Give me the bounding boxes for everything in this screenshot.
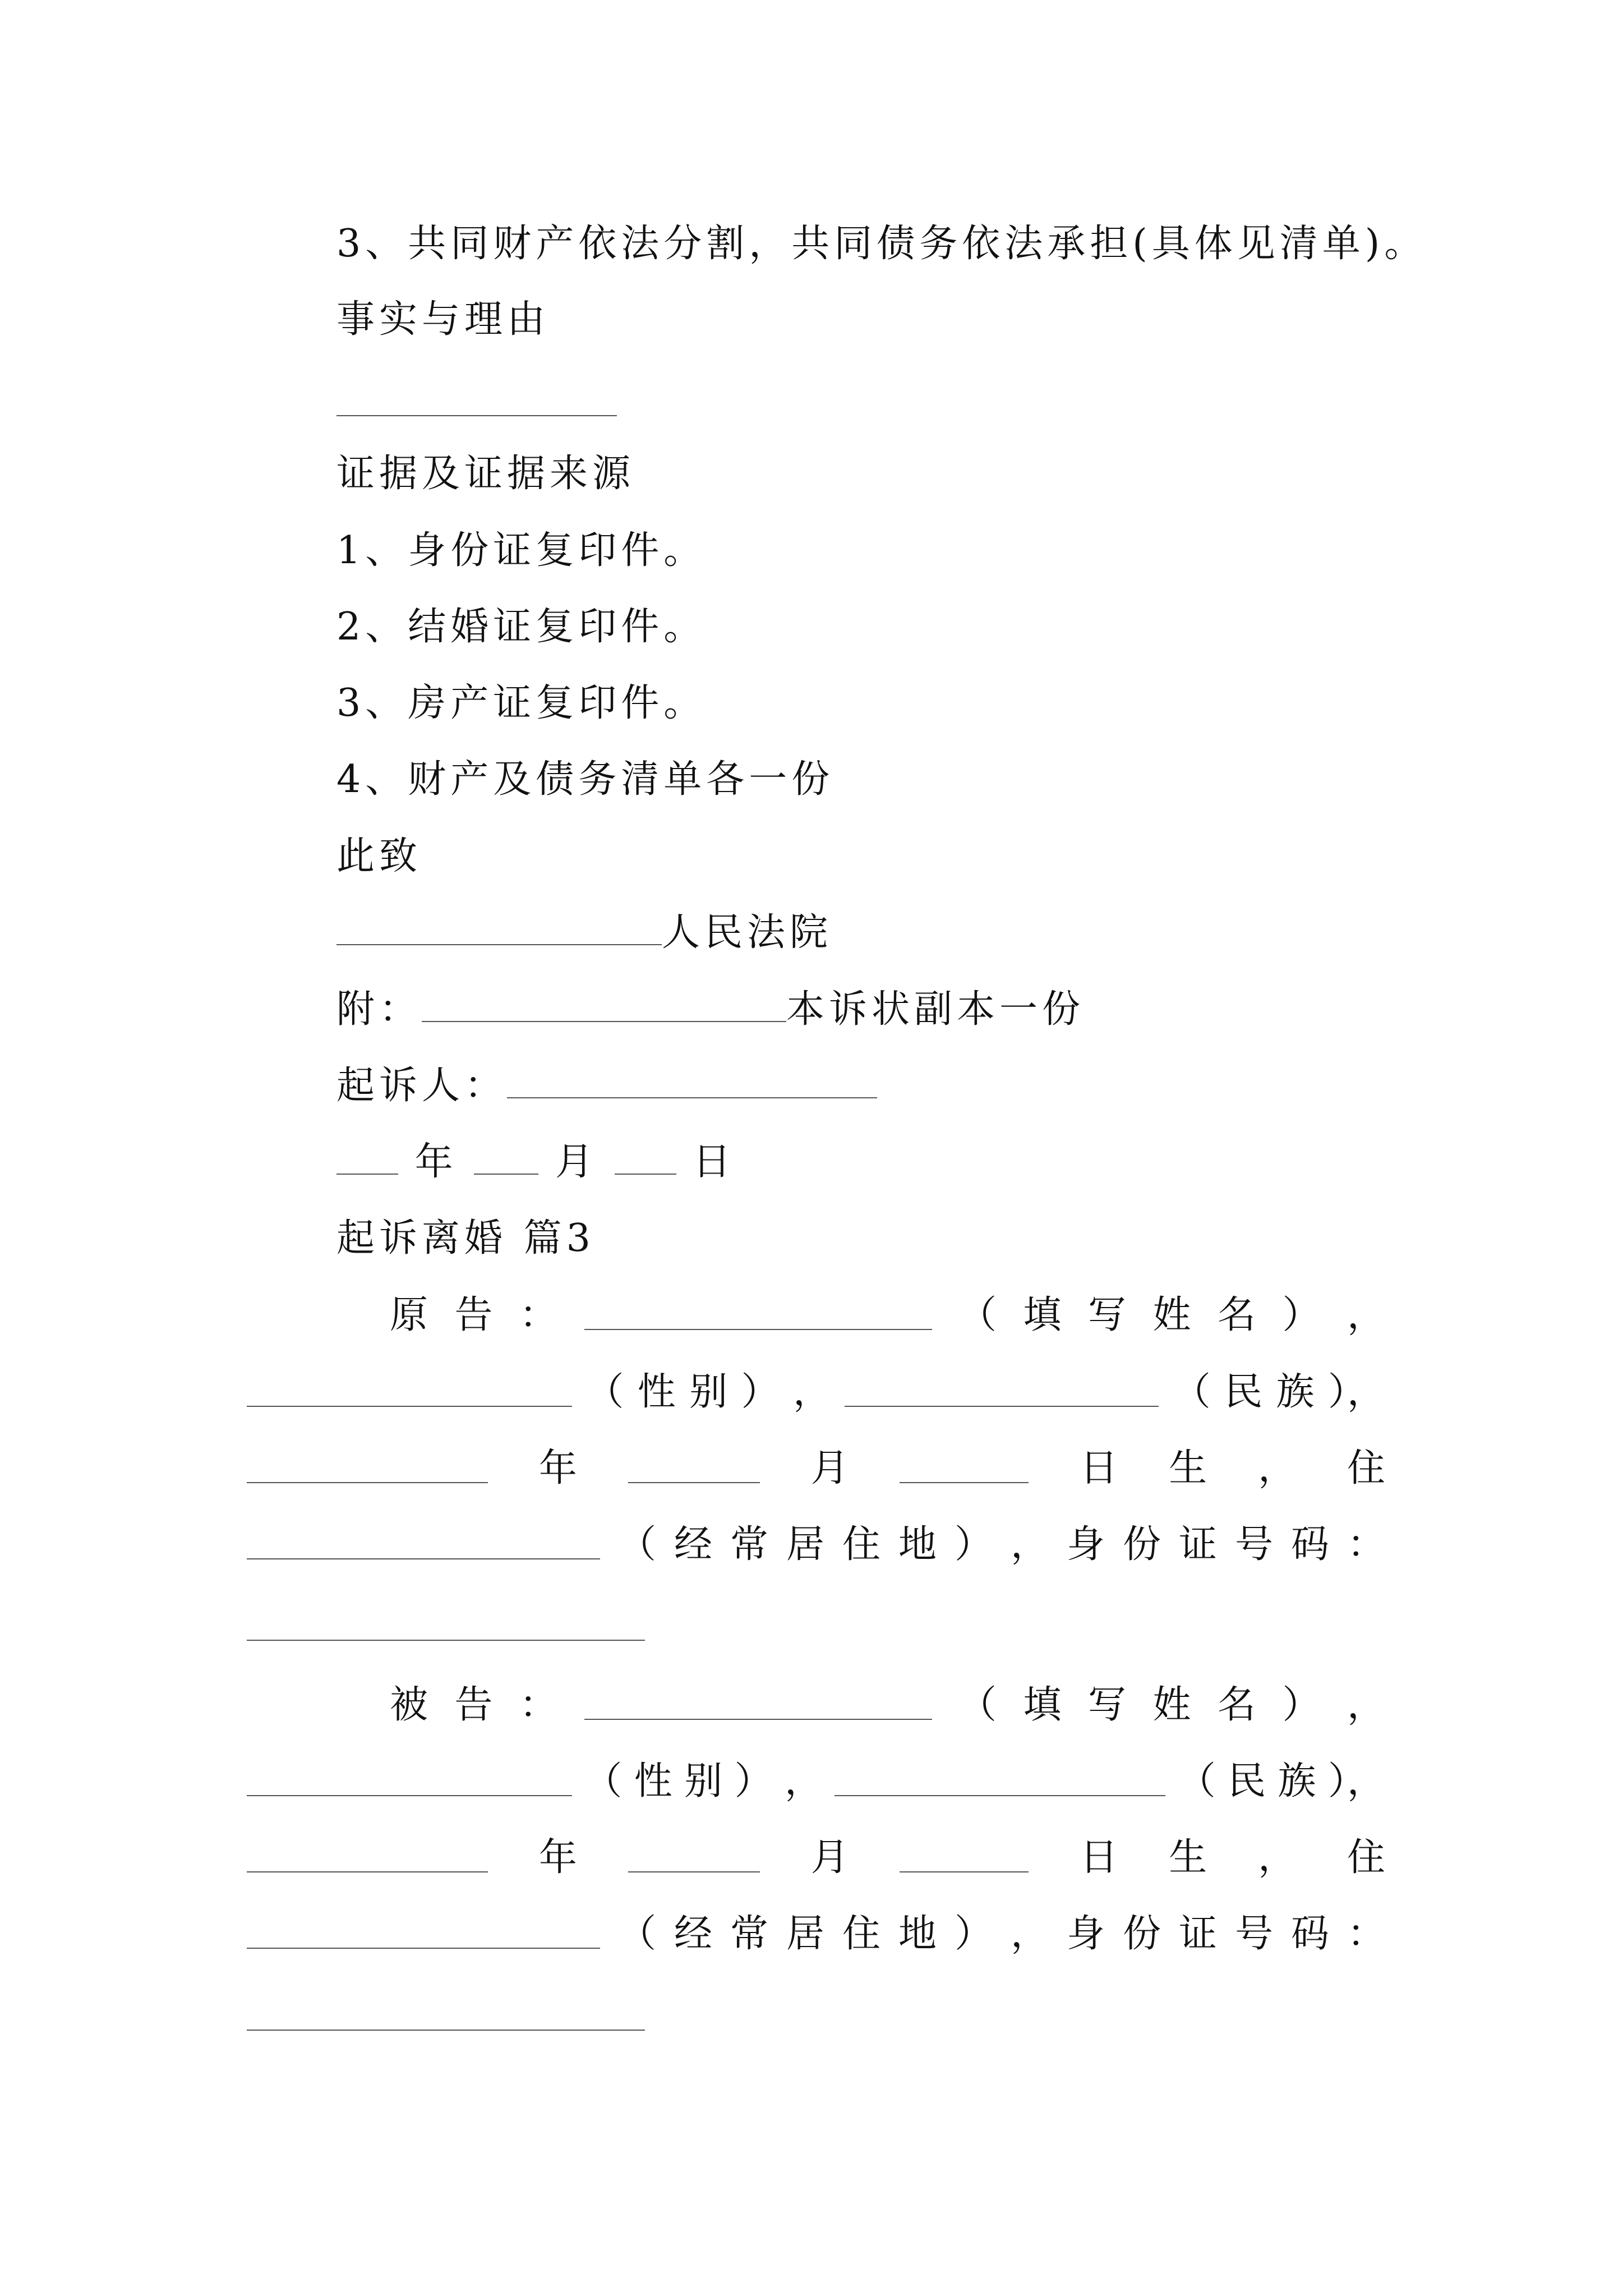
plaintiff-gender-blank [247,1406,572,1407]
residence-blank [247,1558,600,1559]
birth-char: 年 [538,1835,577,1880]
evidence-heading: 证据及证据来源 [336,452,635,496]
name-hint-char: ， [1347,1293,1385,1337]
name-hint-char: 姓 [1152,1293,1191,1337]
day-blank [615,1168,676,1175]
defendant-residence-row [247,1912,1385,1957]
name-hint-char: 姓 [1152,1683,1191,1727]
gender-char: （ [585,1370,624,1414]
ethnic-char: 民 [1228,1759,1266,1803]
birth-char: 住 [1347,1446,1385,1490]
birth-char: 月 [810,1446,849,1490]
ethnic-char: 民 [1224,1370,1263,1414]
plaintiff-birth-row [247,1446,1385,1491]
plaintiff-residence-row [247,1522,1385,1567]
evidence-item: 2、结婚证复印件。 [336,605,707,649]
court-line [336,910,832,955]
evidence-item: 4、财产及债务清单各一份 [336,757,834,802]
plaintiff-ethnic-blank [845,1406,1159,1407]
ethnic-char: ）， [1327,1759,1385,1803]
defendant-ethnic-blank [834,1795,1165,1796]
date-line [336,1140,735,1185]
name-hint-char: 名 [1217,1683,1256,1727]
birth-char: 生 [1169,1446,1207,1490]
birth-year-blank [247,1482,488,1483]
plaintiff-signature-line [336,1064,877,1108]
residence-char: 身 [1066,1912,1105,1956]
name-hint-char: （ [958,1293,997,1337]
facts-heading: 事实与理由 [336,297,550,342]
residence-char: 常 [730,1522,768,1567]
facts-blank-line [336,415,617,416]
plaintiff-signature-blank [507,1092,877,1098]
gender-char: 别 [689,1370,728,1414]
birth-month-blank [628,1482,760,1483]
claim-item-3: 3、共同财产依法分割，共同债务依法承担(具体见清单)。 [336,222,1427,266]
residence-char: 住 [842,1522,880,1567]
evidence-item: 1、身份证复印件。 [336,528,707,573]
name-hint-char: 填 [1023,1683,1062,1727]
birth-char: 住 [1347,1835,1385,1880]
birth-char: 年 [538,1446,577,1490]
residence-char: ： [1347,1912,1385,1956]
defendant-gender-row [247,1759,1385,1804]
gender-char: ， [792,1370,831,1414]
residence-char: ） [954,1522,993,1567]
residence-blank [247,1948,600,1949]
evidence-item: 3、房产证复印件。 [336,681,707,725]
plaintiff-signature-label: 起诉人： [336,1064,508,1108]
ethnic-char: 族 [1278,1759,1316,1803]
defendant-name-row [390,1683,1385,1728]
month-blank [474,1168,538,1175]
plaintiff-label-char: 原 [390,1293,428,1337]
residence-char: 份 [1122,1522,1161,1567]
residence-char: （ [617,1912,656,1956]
gender-char: ） [741,1370,780,1414]
residence-char: 常 [730,1912,768,1956]
residence-char: 码 [1290,1522,1329,1567]
month-label: 月 [555,1140,598,1184]
birth-char: 月 [810,1835,849,1880]
plaintiff-label-char: 告 [454,1293,493,1337]
residence-char: 号 [1234,1912,1273,1956]
name-hint-char: （ [958,1683,997,1727]
birth-day-blank [900,1871,1029,1872]
gender-char: 性 [634,1759,672,1803]
residence-char: ， [1010,1912,1049,1956]
residence-char: 号 [1234,1522,1273,1567]
section-title: 起诉离婚 篇3 [336,1216,595,1260]
defendant-birth-row [247,1835,1385,1880]
name-hint-char: 名 [1217,1293,1256,1337]
attachment-blank [422,1015,786,1022]
residence-char: 证 [1178,1522,1217,1567]
residence-char: 份 [1122,1912,1161,1956]
defendant-gender-blank [247,1795,572,1796]
defendant-label-char: ： [519,1683,558,1727]
ethnic-char: （ [1172,1370,1211,1414]
birth-month-blank [628,1871,760,1872]
ethnic-char: （ [1177,1759,1216,1803]
gender-char: ） [734,1759,773,1803]
name-hint-char: 写 [1087,1683,1126,1727]
ethnic-char: 族 [1276,1370,1315,1414]
residence-char: 经 [674,1912,712,1956]
residence-char: 码 [1290,1912,1329,1956]
residence-char: 居 [786,1522,824,1567]
plaintiff-name-row [390,1293,1385,1338]
residence-char: 地 [898,1522,937,1567]
residence-char: ， [1010,1522,1049,1567]
plaintiff-gender-row [247,1370,1385,1415]
residence-char: 经 [674,1522,712,1567]
birth-char: 生 [1169,1835,1207,1880]
plaintiff-label-char: ： [519,1293,558,1337]
birth-char: 日 [1080,1835,1118,1880]
gender-char: 性 [637,1370,676,1414]
court-suffix: 人民法院 [662,910,833,955]
salutation: 此致 [336,834,422,878]
name-hint-char: ） [1282,1293,1321,1337]
birth-char: 日 [1080,1446,1118,1490]
attachment-suffix: 本诉状副本一份 [786,987,1085,1032]
year-blank [336,1168,398,1175]
residence-char: 住 [842,1912,880,1956]
plaintiff-id-number-blank [247,1640,645,1641]
attachment-line [336,987,1085,1032]
name-hint-char: ， [1347,1683,1385,1727]
day-label: 日 [693,1140,736,1184]
birth-char: ， [1258,1446,1297,1490]
gender-char: 别 [684,1759,723,1803]
residence-char: 证 [1178,1912,1217,1956]
birth-char: ， [1258,1835,1297,1880]
residence-char: ） [954,1912,993,1956]
gender-char: （ [584,1759,623,1803]
gender-char: ， [784,1759,823,1803]
name-hint-char: 写 [1087,1293,1126,1337]
attachment-prefix: 附： [336,987,422,1032]
defendant-label-char: 被 [390,1683,428,1727]
year-label: 年 [414,1140,458,1184]
birth-day-blank [900,1482,1029,1483]
defendant-name-blank [584,1719,932,1720]
name-hint-char: 填 [1023,1293,1062,1337]
residence-char: （ [617,1522,656,1567]
name-hint-char: ） [1282,1683,1321,1727]
residence-char: 居 [786,1912,824,1956]
defendant-id-number-blank [247,2030,645,2031]
defendant-label-char: 告 [454,1683,493,1727]
birth-year-blank [247,1871,488,1872]
plaintiff-name-blank [584,1329,932,1330]
ethnic-char: ）， [1327,1370,1385,1414]
court-name-blank [336,938,662,945]
residence-char: 地 [898,1912,937,1956]
residence-char: 身 [1066,1522,1105,1567]
residence-char: ： [1347,1522,1385,1567]
